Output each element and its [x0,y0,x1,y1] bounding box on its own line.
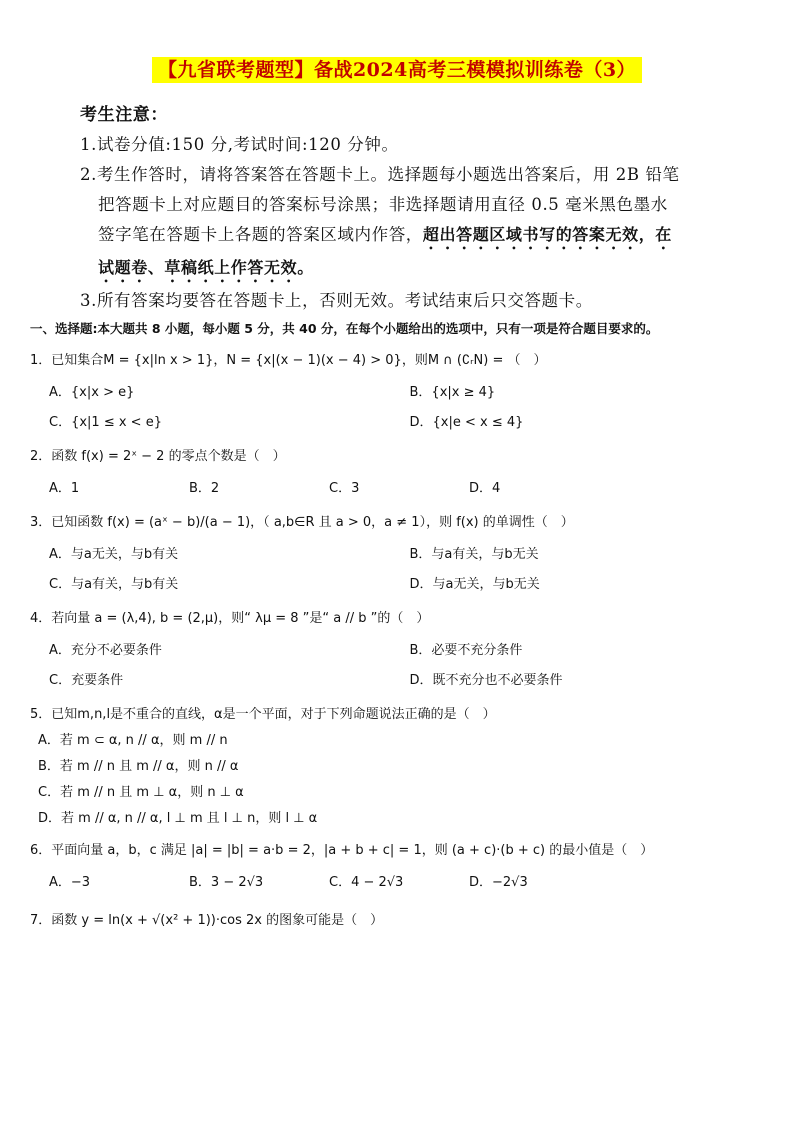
option-b[interactable]: B．2 [189,481,220,496]
option-c[interactable]: C．4 − 2√3 [329,875,404,890]
question-2-options [30,474,770,504]
option-a[interactable]: A．若 m ⊂ α, n // α，则 m // n [38,733,228,748]
question-1-options [30,378,770,438]
option-d[interactable]: D．{x|e < x ≤ 4} [409,415,524,430]
notice-item-2-line-2: 把答题卡上对应题目的答案标号涂黑；非选择题请用直径 0.5 毫米黑色墨水 [98,195,668,214]
question-4: 4．若向量 a = (λ,4), b = (2,μ)，则“ λμ = 8 ”是“ a // b ”的（ ） [30,611,430,626]
option-d[interactable]: D．−2√3 [469,875,528,890]
option-d[interactable]: D．4 [469,481,501,496]
question-2: 2．函数 f(x) = 2ˣ − 2 的零点个数是（ ） [30,449,286,464]
option-a[interactable]: A．−3 [49,875,91,890]
notice-item-2-line-1: 2.考生作答时，请将答案答在答题卡上。选择题每小题选出答案后，用 2B 铅笔 [80,165,680,184]
option-a[interactable]: A．1 [49,481,80,496]
question-area [30,318,770,932]
question-6-options [30,868,770,898]
option-b[interactable]: B．与a有关，与b无关 [409,547,539,562]
title-bar [0,57,794,83]
question-3: 3．已知函数 f(x) = (aˣ − b)/(a − 1)，（ a,b∈R 且 a > 0，a ≠ 1），则 f(x) 的单调性（ ） [30,515,574,530]
option-a[interactable]: A．与a无关，与b有关 [49,547,179,562]
notice-item-2-line-4 [80,253,730,286]
notice-item-1: 1.试卷分值:150 分,考试时间:120 分钟。 [80,135,399,154]
question-5-options [30,728,770,832]
option-c[interactable]: C．{x|1 ≤ x < e} [49,415,162,430]
exam-title: 【九省联考题型】备战2024高考三模模拟训练卷（3） [152,57,642,83]
option-c[interactable]: C．若 m // n 且 m ⊥ α，则 n ⊥ α [38,785,244,800]
option-c[interactable]: C．3 [329,481,360,496]
notice-heading: 考生注意： [80,105,168,125]
question-3-options [30,540,770,600]
question-4-options [30,636,770,696]
option-d[interactable]: D．与a无关，与b无关 [409,577,540,592]
notice-item-3: 3.所有答案均要答在答题卡上，否则无效。考试结束后只交答题卡。 [80,291,593,310]
question-1: 1．已知集合M = {x|ln x > 1}，N = {x|(x − 1)(x − 4) > 0}，则M ∩ (∁ᵣN) = （ ） [30,353,547,368]
section-heading: 一、选择题:本大题共 8 小题，每小题 5 分，共 40 分，在每个小题给出的选项中，只有一项是符合题目要求的。 [30,321,659,336]
notice-emphasis-2: 试题卷、草稿纸上作答无效。 [98,258,314,277]
candidate-notice [80,100,730,316]
notice-item-2-line-3 [80,220,730,253]
option-c[interactable]: C．充要条件 [49,673,124,688]
option-b[interactable]: B．必要不充分条件 [409,643,523,658]
option-b[interactable]: B．3 − 2√3 [189,875,264,890]
question-6: 6．平面向量 a，b，c 满足 |a| = |b| = a·b = 2，|a + b + c| = 1，则 (a + c)·(b + c) 的最小值是（ ） [30,843,654,858]
option-a[interactable]: A．充分不必要条件 [49,643,162,658]
option-a[interactable]: A．{x|x > e} [49,385,135,400]
option-c[interactable]: C．与a有关，与b有关 [49,577,179,592]
option-b[interactable]: B．{x|x ≥ 4} [409,385,496,400]
notice-item-2-text: 签字笔在答题卡上各题的答案区域内作答， [98,225,423,244]
question-5: 5．已知m,n,l是不重合的直线，α是一个平面，对于下列命题说法正确的是（ ） [30,707,496,722]
option-b[interactable]: B．若 m // n 且 m // α，则 n // α [38,759,239,774]
option-d[interactable]: D．若 m // α, n // α, l ⊥ m 且 l ⊥ n，则 l ⊥ α [38,811,318,826]
notice-emphasis-1: 超出答题区域书写的答案无效，在 [422,225,672,244]
question-7: 7．函数 y = ln(x + √(x² + 1))·cos 2x 的图象可能是（ ） [30,913,384,928]
option-d[interactable]: D．既不充分也不必要条件 [409,673,563,688]
